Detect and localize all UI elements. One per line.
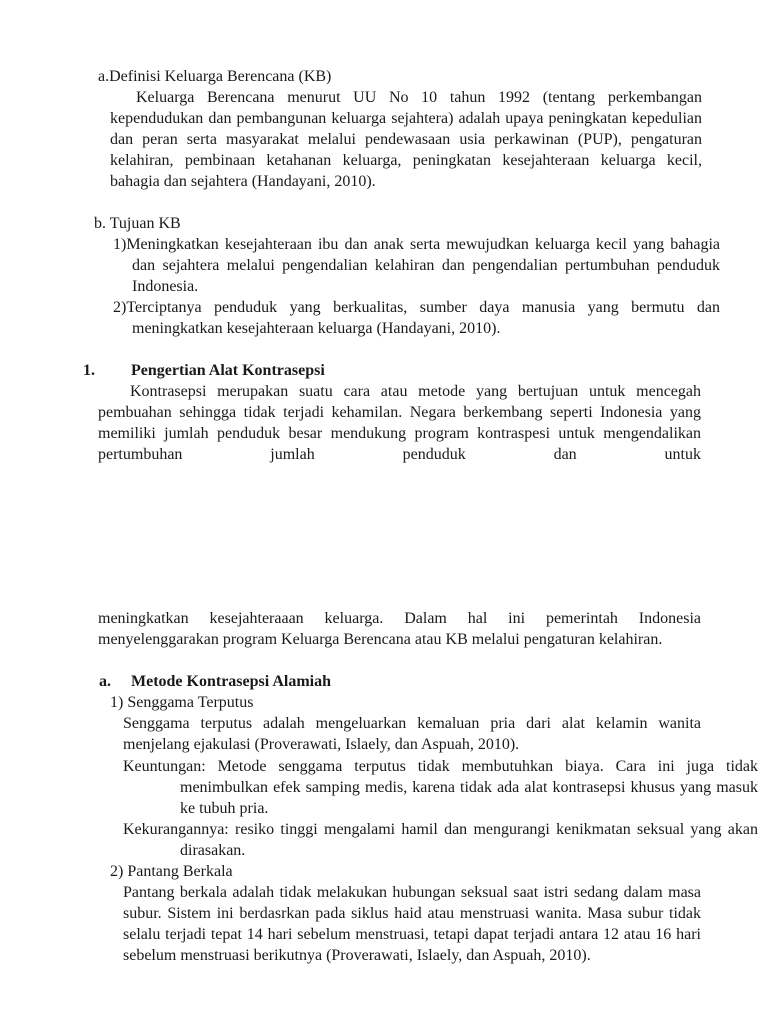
pantang-berkala-definition: Pantang berkala adalah tidak melakukan hubungan seksual saat istri sedang dalam masa subur. Sistem ini berdasrkan pada siklus haid atau menstruasi wanita. Masa subur tidak selalu terjadi tepat 14 hari sebelum menstruasi, tetapi dapat terjadi antara 12 atau 16 hari sebelum menstruasi berikutnya (Proverawati, Islaely, dan Aspuah, 2010). [123,884,701,964]
subsection-a-marker: a. [99,673,111,690]
senggama-terputus-definition: Senggama terputus adalah mengeluarkan kemaluan pria dari alat kelamin wanita menjelang ejakulasi (Proverawati, Islaely, dan Aspuah, 2010). [123,715,701,753]
senggama-terputus-keuntungan: Keuntungan: Metode senggama terputus tidak membutuhkan biaya. Cara ini juga tidak menimbulkan efek samping medis, karena tidak ada alat kontrasepsi khusus yang masuk ke tubuh pria. [123,758,758,817]
definisi-kb-paragraph: Keluarga Berencana menurut UU No 10 tahun 1992 (tentang perkembangan kependudukan dan pembangunan keluarga sejahtera) adalah upaya peningkatan kepedulian dan peran serta masyarakat melalui pendewasaan usia perkawinan (PUP), pengaturan kelahiran, pembinaan ketahanan keluarga, peningkatan kesejahteraan keluarga kecil, bahagia dan sejahtera (Handayani, 2010). [110,89,702,190]
section-1-title: Pengertian Alat Kontrasepsi [131,362,325,379]
senggama-terputus-label: 1) Senggama Terputus [110,694,254,711]
section-a-heading [98,66,718,87]
tujuan-kb-item-1: 1)Meningkatkan kesejahteraan ibu dan anak serta mewujudkan keluarga kecil yang bahagia dan sejahtera melalui pengendalian kelahiran dan pengendalian pertumbuhan penduduk Indonesia. [113,236,720,295]
tujuan-kb-item-2: 2)Terciptanya penduduk yang berkualitas, sumber daya manusia yang bermutu dan meningkatkan kesejahteraan keluarga (Handayani, 2010). [113,299,720,337]
definisi-kb-heading: a.Definisi Keluarga Berencana (KB) [98,68,332,85]
kontrasepsi-paragraph-continued: meningkatkan kesejahteraaan keluarga. Dalam hal ini pemerintah Indonesia menyelenggarakan program Keluarga Berencana atau KB melalui pengaturan kelahiran. [98,610,701,648]
tujuan-kb-heading: b. Tujuan KB [94,215,181,232]
section-1-number: 1. [83,362,95,379]
pantang-berkala-label: 2) Pantang Berkala [110,863,233,880]
kontrasepsi-paragraph: Kontrasepsi merupakan suatu cara atau metode yang bertujuan untuk mencegah pembuahan sehingga tidak terjadi kehamilan. Negara berkembang seperti Indonesia yang memiliki jumlah penduduk besar mendukung program kontraspesi untuk mengendalikan pertumbuhan jumlah penduduk dan untuk [98,383,701,463]
senggama-terputus-kekurangan: Kekurangannya: resiko tinggi mengalami hamil dan mengurangi kenikmatan seksual yang akan dirasakan. [123,821,758,859]
metode-alamiah-title: Metode Kontrasepsi Alamiah [131,673,331,690]
